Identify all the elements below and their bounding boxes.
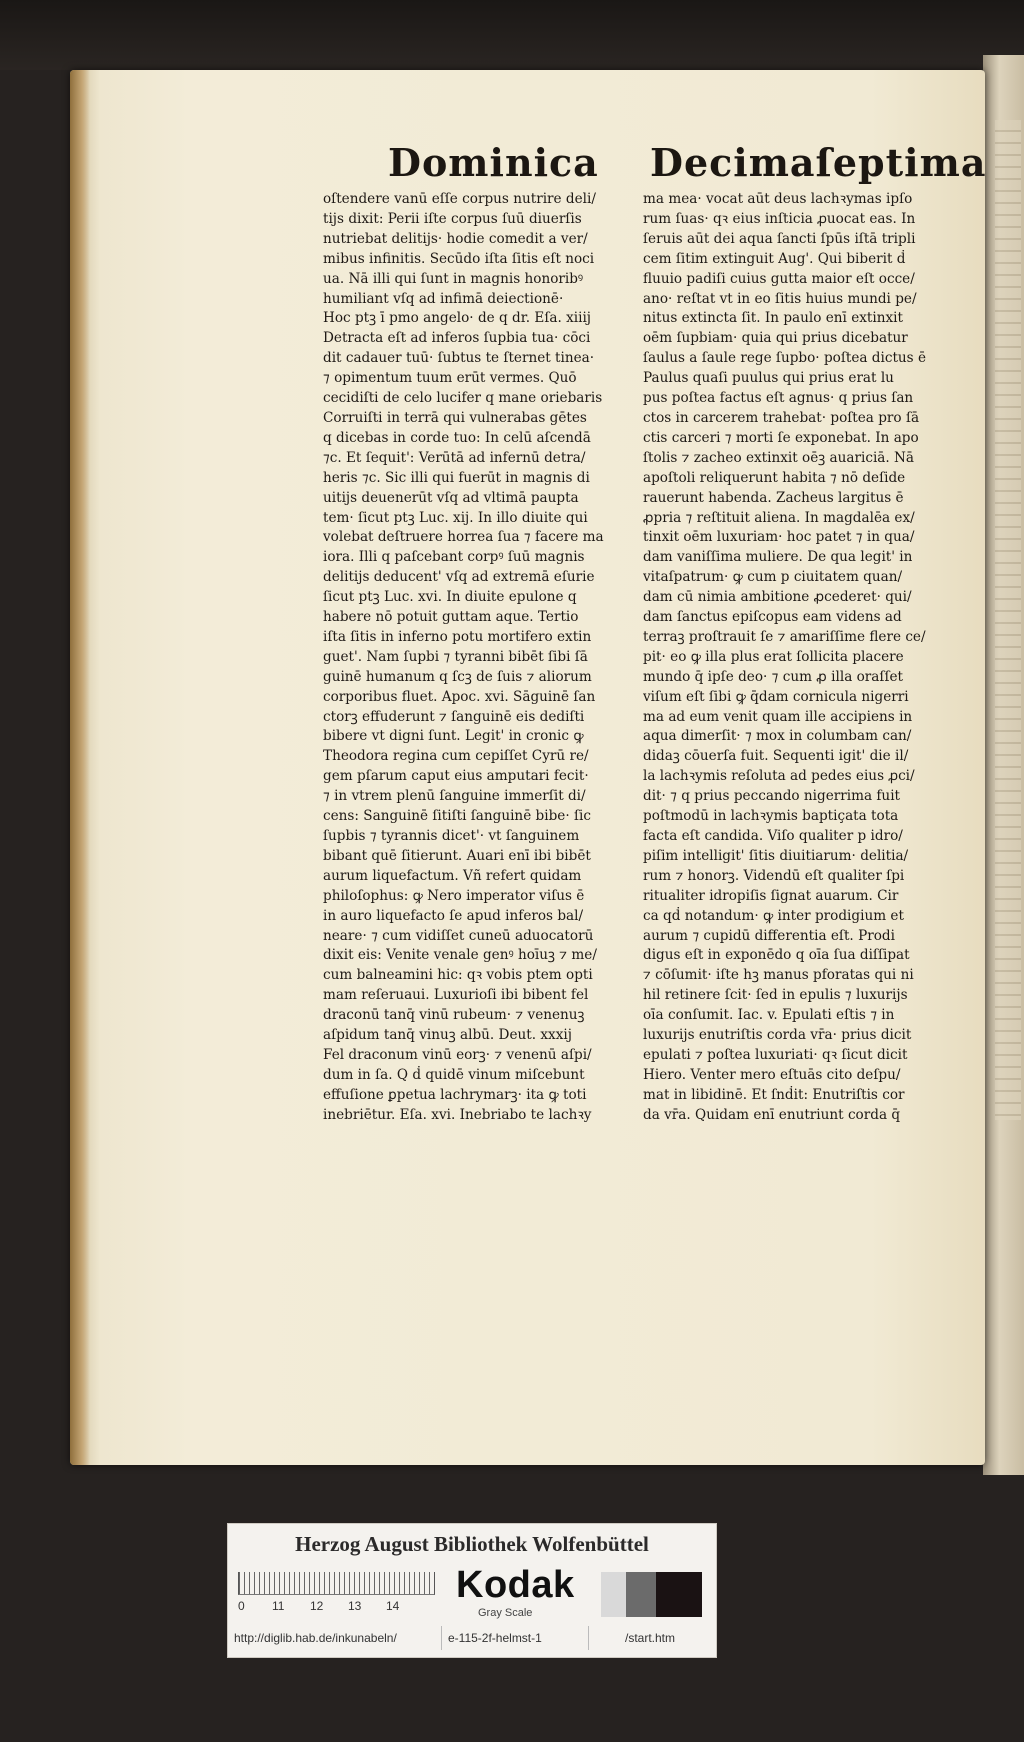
text-line: inebriētur. Eſa. xvi. Inebriabo te lachꝛy [323,1106,592,1123]
text-line: ctos in carcerem trahebat· poſtea pro ſā [643,409,920,426]
text-line: Paulus quaſi puulus qui prius erat lu [643,370,894,387]
text-line: pus poſtea factus eſt agnus· q prius ſan [643,390,914,407]
text-line: mibus infinitis. Secūdo iſta ſitis eſt noci [323,250,595,267]
text-line: cecidiſti de celo lucifer q mane oriebaris [323,390,603,407]
gray-scale-label: Gray Scale [478,1607,533,1619]
gray-swatch-dark [656,1572,702,1617]
text-line: guinē humanum q ſcꝫ de ſuis ⁊ aliorum [323,668,592,685]
text-line: dam cū nimia ambitione ꝓcederet· qui/ [643,589,912,606]
text-line: uitijs deuenerūt vſq ad vltimā paupta [323,489,579,506]
text-line: iſta ſitis in inferno potu mortifero extin [323,628,592,645]
url-base: http://diglib.hab.de/inkunabeln/ [234,1631,397,1645]
text-line: aqua dimerſit· ⁊ mox in columbam can/ [643,728,912,745]
institution-name: Herzog August Bibliothek Wolfenbüttel [295,1532,649,1556]
text-line: nutriebat delitijs· hodie comedit a ver/ [323,230,588,247]
text-line: hil retinere ſcit· ſed in epulis ⁊ luxurijs [643,987,908,1004]
text-line: aurum ⁊ cupidū differentia eſt. Prodi [643,927,895,944]
gray-swatch-mid [626,1572,656,1617]
text-line: dit cadauer tuū· ſubtus te ſternet tinea· [323,350,595,367]
text-line: oīa conſumit. Iac. v. Epulati eſtis ⁊ in [643,1007,895,1024]
text-line: q dicebas in corde tuo: In celū aſcendā [323,429,591,446]
text-line: cens: Sanguinē ſitiſti ſanguinē bibe· ſic [323,808,591,825]
text-line: habere nō potuit guttam aque. Tertio [323,609,579,626]
text-line: la lachꝛymis reſoluta ad pedes eius ꝓci/ [643,768,915,785]
text-line: mat in libidinē. Et ſnḋit: Enutriſtis cor [643,1086,905,1103]
text-line: ctis carceri ⁊ morti ſe exponebat. In apo [643,429,919,446]
text-line: ua. Nā illi qui ſunt in magnis honoribꝰ [323,270,584,287]
ruler-number: 13 [348,1599,362,1613]
text-line: poſtmodū in lachꝛymis baptiçata tota [643,808,899,825]
text-line: ma mea· vocat aūt deus lachꝛymas ipſo [643,191,913,207]
page-binding-edge [70,70,90,1465]
text-line: aſpidum tanq̄ vinuꝫ albū. Deut. xxxij [323,1027,572,1044]
text-line: dam vaniſſima muliere. De qua legit' in [643,549,913,566]
facing-page-text [995,120,1021,1120]
text-line: rauerunt habenda. Zacheus largitus ē [643,489,904,506]
text-line: dum in ſa. Q ḋ quidē vinum miſcebunt [323,1066,585,1083]
text-line: nitus extincta ſit. In paulo enī extinxit [643,310,903,327]
text-line: terraꝫ proſtrauit ſe ⁊ amariſſime flere ce/ [643,628,926,645]
ruler-number: 12 [310,1599,324,1613]
text-line: facta eſt candida. Viſo qualiter p idro/ [643,828,903,844]
text-line: ctorꝫ effuderunt ⁊ ſanguinē eis dediſti [323,708,585,725]
text-line: tem· ſicut ptꝫ Luc. xij. In illo diuite qui [323,509,588,526]
text-line: piſim intelligit' ſitis diuitiarum· delitia/ [643,847,909,864]
url-end: /start.htm [588,1626,711,1650]
text-line: Corruiſti in terrā qui vulnerabas gētes [323,409,587,426]
running-head-right: Decimaſeptima [650,140,987,185]
text-line: rum ſuas· qꝛ eius inſticia ꝓuocat eas. In [643,210,916,227]
text-line: digus eſt in exponēdo q oīa ſua diſſipat [643,947,910,964]
text-line: guet'. Nam ſupbi ⁊ tyranni bibēt ſibi ſā [323,648,588,665]
color-target-card [227,1523,717,1658]
text-line: corporibus fluet. Apoc. xvi. Sāguinē ſan [323,688,596,705]
text-line: ſicut ptꝫ Luc. xvi. In diuite epulone q [323,589,577,606]
url-id: e-115-2f-helmst-1 [441,1626,589,1650]
text-line: ſeruis aūt dei aqua ſancti ſpūs iſtā tripli [643,230,916,247]
text-line: ma ad eum venit quam ille accipiens in [643,708,913,725]
gray-swatch-light [601,1572,626,1617]
text-line: Theodora regina cum cepiſſet Cyrū re/ [323,748,589,765]
text-line: da vr̄a. Quidam enī enutriunt corda q̄ [643,1106,901,1123]
text-line: dit· ⁊ q prius peccando nigerrima fuit [643,788,901,805]
text-line: ⁊c. Et ſequit': Verūtā ad infernū detra/ [323,449,586,466]
text-line: fluuio padiſi cuius gutta maior eſt occe/ [643,270,915,287]
text-line: vitaſpatrum· ꝙ cum p ciuitatem quan/ [643,569,903,586]
text-line: didaꝫ cōuerſa fuit. Sequenti igit' die il/ [643,748,909,765]
text-line: ꝓpria ⁊ reſtituit aliena. In magdalēa ex/ [643,509,915,526]
text-line: gem pſarum caput eius amputari fecit· [323,768,589,785]
text-line: humiliant vſq ad infimā deiectionē· [323,290,564,307]
text-line: cum balneamini hic: qꝛ vobis ptem opti [323,967,593,984]
text-line: Hiero. Venter mero eſtuās cito deſpu/ [643,1066,901,1083]
text-line: bibere vt digni ſunt. Legit' in cronic ꝙ [323,728,584,745]
kodak-logo: Kodak [456,1564,575,1606]
text-line: philoſophus: ꝙ Nero imperator viſus ē [323,887,585,904]
text-line: bibant quē ſitierunt. Auari enī ibi bibēt [323,847,591,864]
text-line: ritualiter idropiſis ſignat auarum. Cir [643,887,899,904]
text-line: ⁊ opimentum tuum erūt vermes. Quō [323,370,577,387]
text-line: ſupbis ⁊ tyrannis dicet'· vt ſanguinem [323,828,580,844]
text-line: iora. Illi q paſcebant corpꝰ ſuū magnis [323,549,585,566]
text-column-left [323,190,607,1126]
ruler-number: 14 [386,1599,400,1613]
text-line: neare· ⁊ cum vidiſſet cuneū aduocatorū [323,927,594,944]
text-line: delitijs deducent' vſq ad extremā eſurie [323,569,595,586]
text-line: tijs dixit: Perii iſte corpus ſuū diuerſis [323,210,582,227]
text-line: effuſione ꝑpetua lachrymarꝫ· ita ꝙ toti [323,1086,587,1103]
text-line: dixit eis: Venite venale genꝰ hoīuꝫ ⁊ me/ [323,947,597,964]
text-line: oſtendere vanū eſſe corpus nutrire deli/ [323,191,596,207]
text-line: heris ⁊c. Sic illi qui fuerūt in magnis di [323,469,590,486]
text-line: Hoc ptꝫ ī pmo angelo· de q dr. Eſa. xiiij [323,310,592,327]
ruler-number: 0 [238,1599,245,1613]
ruler-number: 11 [272,1599,285,1613]
text-line: mundo q̄ ipſe deo· ⁊ cum ꝓ illa oraſſet [643,668,903,685]
text-line: viſum eſt ſibi ꝙ q̄dam cornicula nigerri [643,688,909,705]
text-line: epulati ⁊ poſtea luxuriati· qꝛ ſicut dicit [643,1046,908,1063]
text-line: ſaulus a ſaule rege ſupbo· poſtea dictus ē [643,350,927,367]
text-line: in auro liquefacto ſe apud inferos bal/ [323,907,584,924]
text-line: luxurijs enutriſtis corda vr̄a· prius dicit [643,1027,912,1044]
text-line: dam ſanctus epiſcopus eam videns ad [643,609,902,626]
text-line: ⁊ cōſumit· iſte hꝫ manus pforatas qui ni [643,967,914,984]
text-line: ⁊ in vtrem plenū ſanguine immerſit di/ [323,788,586,805]
text-line: aurum liquefactum. Vñ refert quidam [323,867,582,884]
text-line: rum ⁊ honorꝫ. Videndū eſt qualiter ſpi [643,867,905,884]
measurement-ruler [238,1572,435,1595]
text-line: volebat deſtruere horrea ſua ⁊ facere ma [323,529,604,546]
text-line: pit· eo ꝙ illa plus erat ſollicita placere [643,648,904,665]
text-line: ſtolis ⁊ zacheo extinxit oēꝫ auariciā. Nā [643,449,915,466]
text-line: apoſtoli reliquerunt habita ⁊ nō deſide [643,469,906,486]
text-line: Detracta eſt ad inferos ſupbia tua· cōci [323,330,591,347]
scan-top-shadow [0,0,1024,70]
text-line: draconū tanq̄ vinū rubeum· ⁊ venenuꝫ [323,1007,585,1024]
text-line: mam reſeruaui. Luxurioſi ibi bibent fel [323,987,589,1004]
text-line: oēm ſupbiam· quia qui prius dicebatur [643,330,908,347]
text-line: tinxit oēm luxuriam· hoc patet ⁊ in qua/ [643,529,915,546]
text-column-right [643,190,940,1126]
running-head-left: Dominica [388,140,599,185]
text-line: cem ſitim extinguit Aug'. Qui biberit ḋ [643,250,906,267]
text-line: ca qḋ notandum· ꝙ inter prodigium et [643,907,904,924]
text-line: ano· reſtat vt in eo ſitis huius mundi pe/ [643,290,917,307]
text-line: Fel draconum vinū eorꝫ· ⁊ venenū aſpi/ [323,1046,592,1063]
